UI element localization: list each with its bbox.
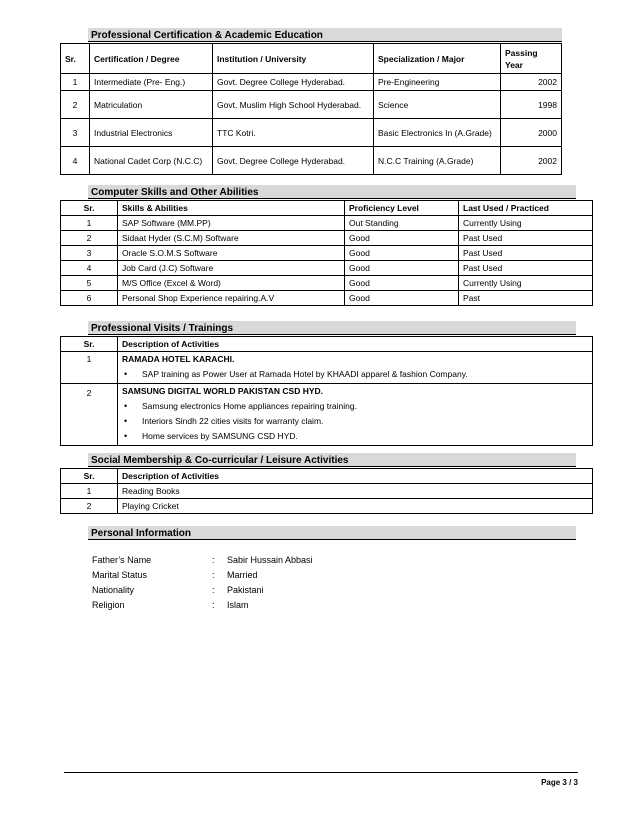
skills-section-title — [88, 185, 576, 199]
cell-specialization: N.C.C Training (A.Grade) — [374, 147, 501, 175]
cell-degree: Matriculation — [90, 91, 213, 119]
col-header-sr: Sr. — [61, 337, 118, 352]
cell-description: Reading Books — [118, 484, 593, 499]
col-header-year: Passing Year — [501, 44, 562, 74]
cell-institution: Govt. Muslim High School Hyderabad. — [213, 91, 374, 119]
bullet-text: Interiors Sindh 22 cities visits for warranty claim. — [142, 416, 324, 426]
personal-value: Islam — [227, 600, 249, 610]
cell-used: Currently Using — [459, 276, 593, 291]
cell-specialization: Science — [374, 91, 501, 119]
col-header-skill: Skills & Abilities — [118, 201, 345, 216]
cell-institution: TTC Kotri. — [213, 119, 374, 147]
education-title-text: Professional Certification & Academic Education — [91, 30, 323, 41]
visits-table — [60, 336, 593, 446]
cell-sr: 2 — [61, 231, 118, 246]
social-title-text: Social Membership & Co-curricular / Leisure Activities — [91, 455, 349, 466]
visits-section-title — [88, 321, 576, 335]
col-header-specialization: Specialization / Major — [374, 44, 501, 74]
table-row — [61, 74, 562, 91]
cell-level: Good — [345, 276, 459, 291]
personal-label: Religion — [92, 600, 125, 610]
bullet-icon: • — [124, 416, 128, 426]
social-section-title — [88, 453, 576, 467]
cell-skill: Oracle S.O.M.S Software — [118, 246, 345, 261]
table-row — [61, 384, 593, 446]
bullet-text: Samsung electronics Home appliances repairing training. — [142, 401, 357, 411]
table-row — [61, 484, 593, 499]
table-row — [61, 291, 593, 306]
cell-year: 2002 — [501, 74, 562, 91]
cell-level: Good — [345, 261, 459, 276]
personal-separator: : — [212, 570, 215, 580]
bullet-icon: • — [124, 369, 128, 379]
cell-specialization: Pre-Engineering — [374, 74, 501, 91]
col-header-institution: Institution / University — [213, 44, 374, 74]
cell-degree: Industrial Electronics — [90, 119, 213, 147]
cell-used: Currently Using — [459, 216, 593, 231]
cell-sr: 2 — [61, 499, 118, 514]
activity-bullet — [122, 414, 588, 429]
page-number: Page 3 / 3 — [541, 778, 578, 787]
bullet-text: Home services by SAMSUNG CSD HYD. — [142, 431, 298, 441]
cell-skill: Sidaat Hyder (S.C.M) Software — [118, 231, 345, 246]
personal-value: Married — [227, 570, 258, 580]
col-header-sr: Sr. — [61, 201, 118, 216]
activity-heading: RAMADA HOTEL KARACHI. — [122, 354, 235, 364]
cell-used: Past — [459, 291, 593, 306]
visits-title-text: Professional Visits / Trainings — [91, 323, 234, 334]
activity-bullet — [122, 367, 588, 382]
cell-description — [118, 384, 593, 446]
personal-value: Pakistani — [227, 585, 264, 595]
cell-used: Past Used — [459, 246, 593, 261]
skills-table — [60, 200, 593, 306]
cell-sr: 4 — [61, 147, 90, 175]
activity-bullet — [122, 399, 588, 414]
personal-label: Marital Status — [92, 570, 148, 580]
cell-sr: 1 — [61, 484, 118, 499]
cell-sr: 6 — [61, 291, 118, 306]
cell-institution: Govt. Degree College Hyderabad. — [213, 74, 374, 91]
cell-skill: SAP Software (MM.PP) — [118, 216, 345, 231]
personal-label: Father’s Name — [92, 555, 152, 565]
personal-title-text: Personal Information — [91, 528, 192, 539]
table-row — [61, 91, 562, 119]
personal-separator: : — [212, 585, 215, 595]
bullet-icon: • — [124, 431, 128, 441]
activity-bullet — [122, 429, 588, 444]
table-row — [61, 119, 562, 147]
col-header-description: Description of Activities — [118, 469, 593, 484]
cell-specialization: Basic Electronics In (A.Grade) — [374, 119, 501, 147]
cell-year: 2000 — [501, 119, 562, 147]
skills-title-text: Computer Skills and Other Abilities — [91, 187, 259, 198]
footer-rule — [64, 772, 578, 773]
cell-sr: 3 — [61, 119, 90, 147]
activity-heading: SAMSUNG DIGITAL WORLD PAKISTAN CSD HYD. — [122, 386, 324, 396]
table-header-row — [61, 201, 593, 216]
table-row — [61, 147, 562, 175]
social-table — [60, 468, 593, 514]
cell-sr: 3 — [61, 246, 118, 261]
col-header-degree: Certification / Degree — [90, 44, 213, 74]
cell-skill: M/S Office (Excel & Word) — [118, 276, 345, 291]
col-header-description: Description of Activities — [118, 337, 593, 352]
cell-sr: 1 — [61, 352, 118, 384]
table-header-row — [61, 469, 593, 484]
cell-used: Past Used — [459, 231, 593, 246]
cell-level: Out Standing — [345, 216, 459, 231]
cell-level: Good — [345, 231, 459, 246]
table-row — [61, 499, 593, 514]
cell-sr: 2 — [61, 384, 118, 446]
cell-degree: National Cadet Corp (N.C.C) — [90, 147, 213, 175]
table-row — [61, 246, 593, 261]
education-section-title — [88, 28, 562, 42]
bullet-text: SAP training as Power User at Ramada Hotel by KHAADI apparel & fashion Company. — [142, 369, 468, 379]
cell-degree: Intermediate (Pre- Eng.) — [90, 74, 213, 91]
personal-section-title — [88, 526, 576, 540]
bullet-icon: • — [124, 401, 128, 411]
cell-used: Past Used — [459, 261, 593, 276]
col-header-sr: Sr. — [61, 44, 90, 74]
table-row — [61, 276, 593, 291]
personal-value: Sabir Hussain Abbasi — [227, 555, 313, 565]
table-row — [61, 352, 593, 384]
table-header-row — [61, 337, 593, 352]
cell-sr: 1 — [61, 216, 118, 231]
cell-year: 2002 — [501, 147, 562, 175]
cell-sr: 2 — [61, 91, 90, 119]
personal-separator: : — [212, 555, 215, 565]
education-table — [60, 43, 562, 175]
cell-skill: Job Card (J.C) Software — [118, 261, 345, 276]
cell-skill: Personal Shop Experience repairing.A.V — [118, 291, 345, 306]
personal-label: Nationality — [92, 585, 135, 595]
cell-level: Good — [345, 246, 459, 261]
cell-institution: Govt. Degree College Hyderabad. — [213, 147, 374, 175]
table-header-row — [61, 44, 562, 74]
cell-year: 1998 — [501, 91, 562, 119]
table-row — [61, 231, 593, 246]
col-header-sr: Sr. — [61, 469, 118, 484]
cell-description — [118, 352, 593, 384]
col-header-used: Last Used / Practiced — [459, 201, 593, 216]
cell-level: Good — [345, 291, 459, 306]
cell-sr: 4 — [61, 261, 118, 276]
table-row — [61, 216, 593, 231]
cell-sr: 5 — [61, 276, 118, 291]
cell-sr: 1 — [61, 74, 90, 91]
col-header-level: Proficiency Level — [345, 201, 459, 216]
table-row — [61, 261, 593, 276]
cell-description: Playing Cricket — [118, 499, 593, 514]
personal-separator: : — [212, 600, 215, 610]
